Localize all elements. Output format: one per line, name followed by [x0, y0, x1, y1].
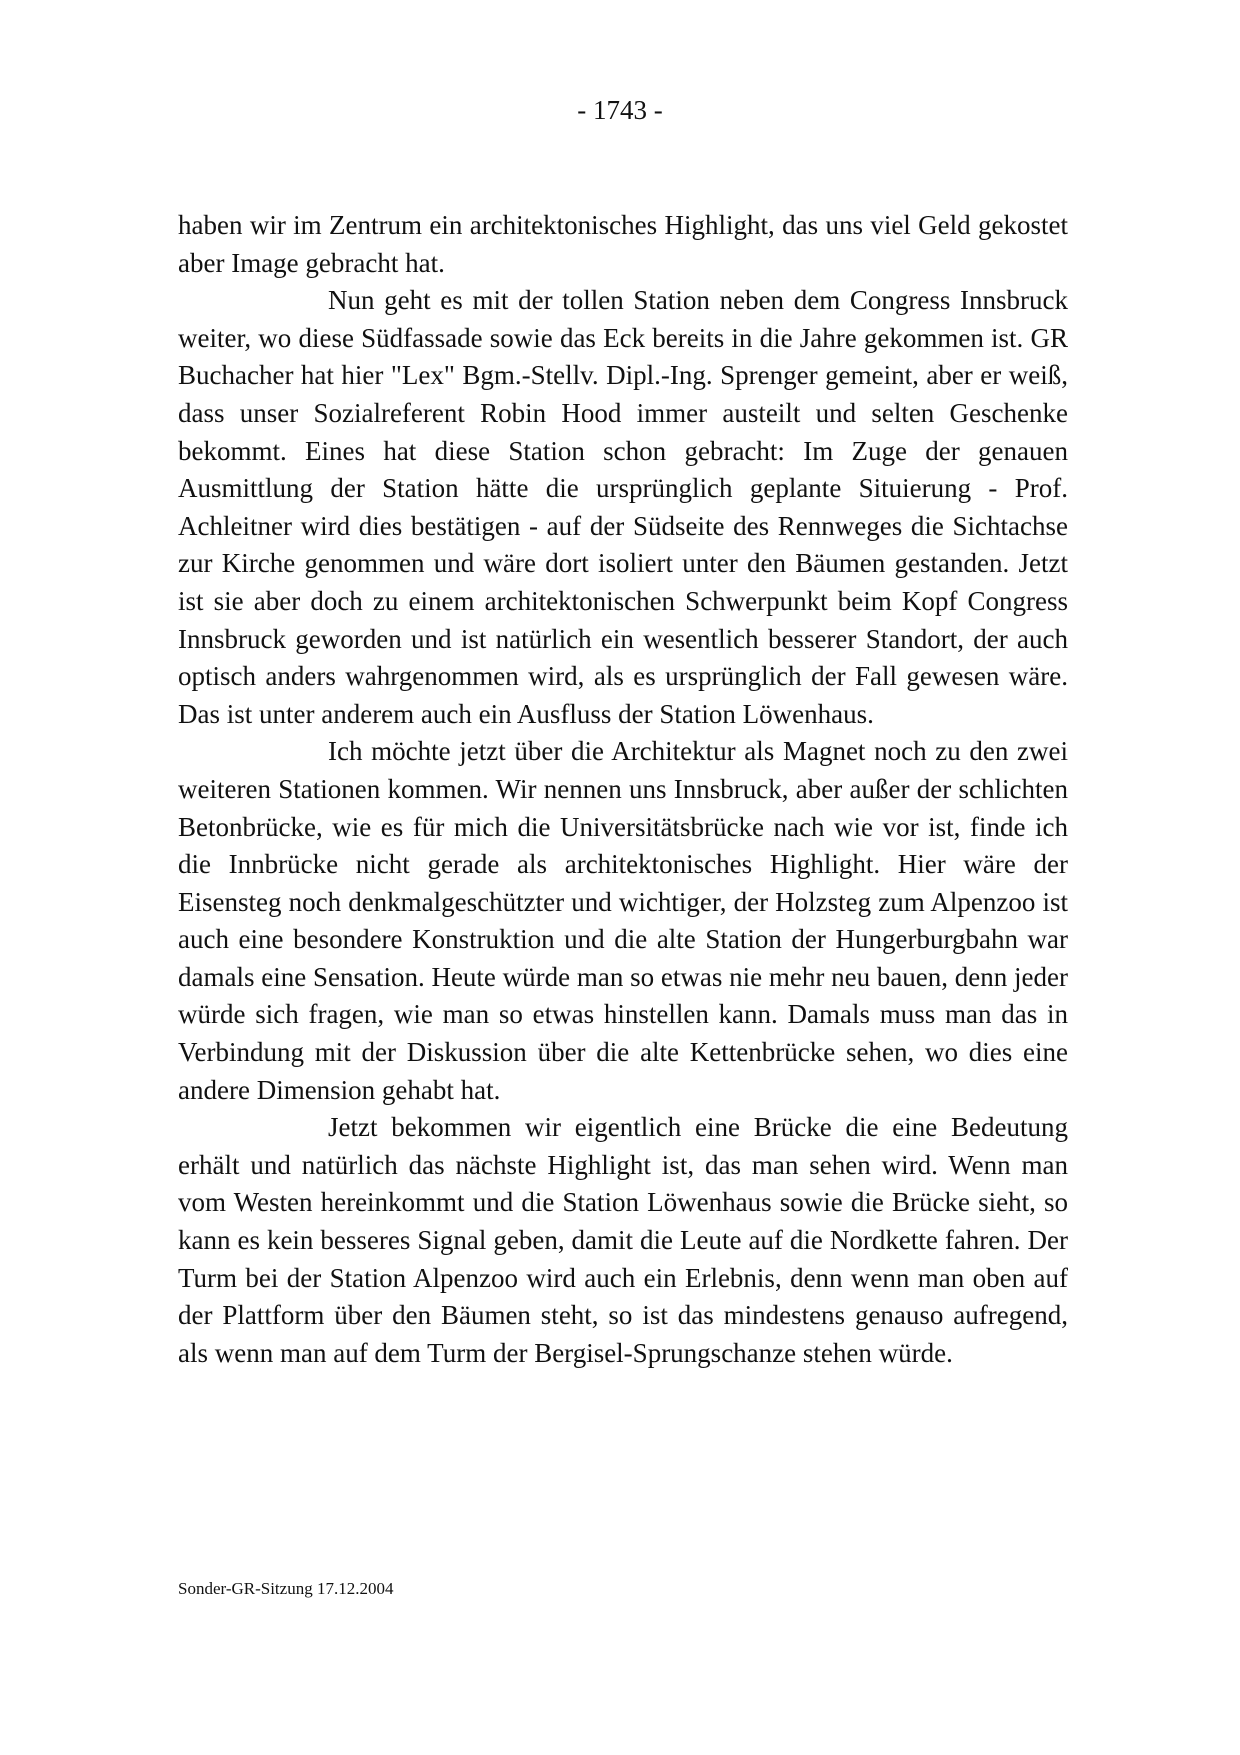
paragraph-2: Nun geht es mit der tollen Station neben dem Congress Innsbruck weiter, wo diese Südfassade sowie das Eck bereits in die Jahre gekommen ist. GR Buchacher hat hier "Lex" Bgm.-Stellv. Dipl.-Ing. Sprenger gemeint, aber er weiß, dass unser Sozialreferent Robin Hood immer austeilt und selten Geschenke bekommt. Eines hat diese Station schon gebracht: Im Zuge der genauen Ausmittlung der Station hätte die ursprünglich geplante Situierung - Prof. Achleitner wird dies bestätigen - auf der Südseite des Rennweges die Sichtachse zur Kirche genommen und wäre dort isoliert unter den Bäumen gestanden. Jetzt ist sie aber doch zu einem architektonischen Schwerpunkt beim Kopf Congress Innsbruck geworden und ist natürlich ein wesentlich besserer Standort, der auch optisch anders wahrgenommen wird, als es ursprünglich der Fall gewesen wäre. Das ist unter anderem auch ein Ausfluss der Station Löwenhaus.	[178, 285, 1068, 729]
paragraph-1: haben wir im Zentrum ein architektonisches Highlight, das uns viel Geld gekostet aber Image gebracht hat.	[178, 210, 1068, 278]
footer-session-label: Sonder-GR-Sitzung 17.12.2004	[178, 1579, 394, 1598]
page-number: - 1743 -	[577, 95, 663, 125]
body-text	[178, 207, 1068, 1372]
paragraph-4: Jetzt bekommen wir eigentlich eine Brücke die eine Bedeutung erhält und natürlich das nächste Highlight ist, das man sehen wird. Wenn man vom Westen hereinkommt und die Station Löwenhaus sowie die Brücke sieht, so kann es kein besseres Signal geben, damit die Leute auf die Nordkette fahren. Der Turm bei der Station Alpenzoo wird auch ein Erlebnis, denn wenn man oben auf der Plattform über den Bäumen steht, so ist das mindestens genauso aufregend, als wenn man auf dem Turm der Bergisel-Sprungschanze stehen würde.	[178, 1112, 1068, 1368]
paragraph-3: Ich möchte jetzt über die Architektur als Magnet noch zu den zwei weiteren Stationen kommen. Wir nennen uns Innsbruck, aber außer der schlichten Betonbrücke, wie es für mich die Universitätsbrücke nach wie vor ist, finde ich die Innbrücke nicht gerade als architektonisches Highlight. Hier wäre der Eisensteg noch denkmalgeschützter und wichtiger, der Holzsteg zum Alpenzoo ist auch eine besondere Konstruktion und die alte Station der Hungerburgbahn war damals eine Sensation. Heute würde man so etwas nie mehr neu bauen, denn jeder würde sich fragen, wie man so etwas hinstellen kann. Damals muss man das in Verbindung mit der Diskussion über die alte Kettenbrücke sehen, wo dies eine andere Dimension gehabt hat.	[178, 736, 1068, 1105]
